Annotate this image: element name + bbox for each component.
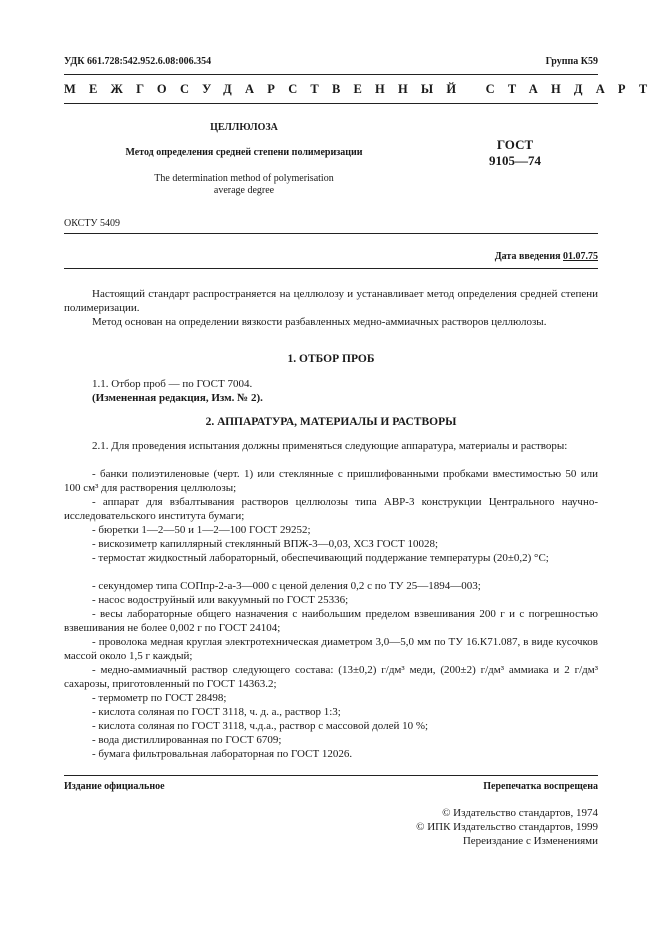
- group-code: Группа К59: [545, 56, 598, 67]
- list-item: - термостат жидкостный лабораторный, обеспечивающий поддержание температуры (20±0,2) °С;: [92, 552, 549, 564]
- english-title-line2: average degree: [213, 185, 275, 196]
- okstu-code: ОКСТУ 5409: [64, 218, 121, 229]
- standard-banner-text: МЕЖГОСУДАРСТВЕННЫЙ СТАНДАРТ: [64, 82, 661, 96]
- document-title: ЦЕЛЛЮЛОЗА: [210, 122, 278, 133]
- list-item: - вискозиметр капиллярный стеклянный ВПЖ-3—0,03, ХСЗ ГОСТ 10028;: [92, 538, 439, 550]
- list-item: - бумага фильтровальная лабораторная по ГОСТ 12026.: [92, 748, 353, 760]
- header-rule: [64, 74, 598, 75]
- reprint-prohibited-label: Перепечатка воспрещена: [483, 781, 598, 792]
- footer-rule: [64, 775, 598, 776]
- list-item: - термометр по ГОСТ 28498;: [92, 692, 227, 704]
- list-item: - кислота соляная по ГОСТ 3118, ч.д.а., раствор с массовой долей 10 %;: [92, 720, 429, 732]
- list-item: - секундомер типа СОПпр-2-а-3—000 с ценой деления 0,2 с по ТУ 25—1894—003;: [92, 580, 481, 592]
- gost-label: ГОСТ: [496, 137, 534, 152]
- item-1-1: 1.1. Отбор проб — по ГОСТ 7004.: [92, 378, 253, 390]
- list-item: - бюретки 1—2—50 и 1—2—100 ГОСТ 29252;: [92, 524, 311, 536]
- banner-rule: [64, 103, 598, 104]
- standard-banner: [64, 82, 661, 97]
- english-title-line1: The determination method of polymerisation: [154, 173, 334, 184]
- section-2-heading: 2. АППАРАТУРА, МАТЕРИАЛЫ И РАСТВОРЫ: [205, 416, 457, 428]
- title-rule: [64, 233, 598, 234]
- effective-date-label: Дата введения: [494, 251, 561, 262]
- intro-paragraph-2: Метод основан на определении вязкости разбавленных медно-аммиачных растворов целлюлозы.: [92, 316, 547, 328]
- effective-date-value: 01.07.75: [563, 251, 598, 262]
- reissue-note: Переиздание с Изменениями: [462, 835, 598, 847]
- list-item: - весы лабораторные общего назначения с наибольшим пределом взвешивания 200 г и с погрешностью взвешивания не более 0,002 г по ГОСТ 24104;: [64, 608, 598, 634]
- section-1-heading: 1. ОТБОР ПРОБ: [287, 353, 375, 365]
- date-rule: [64, 268, 598, 269]
- list-item: - кислота соляная по ГОСТ 3118, ч. д. а., раствор 1:3;: [92, 706, 341, 718]
- copyright-1974: © Издательство стандартов, 1974: [442, 807, 598, 819]
- effective-date: [300, 251, 598, 262]
- list-item: - аппарат для взбалтывания растворов целлюлозы типа АВР-3 конструкции Центрального научно-исследовательского института бумаги;: [64, 496, 598, 522]
- udk-code: УДК 661.728:542.952.6.08:006.354: [64, 56, 212, 67]
- item-2-1: 2.1. Для проведения испытания должны применяться следующие аппаратура, материалы и растворы:: [92, 440, 568, 452]
- list-item: - вода дистиллированная по ГОСТ 6709;: [92, 734, 282, 746]
- list-item: - насос водоструйный или вакуумный по ГОСТ 25336;: [92, 594, 349, 606]
- list-item: - медно-аммиачный раствор следующего состава: (13±0,2) г/дм³ меди, (200±2) г/дм³ аммиака и 2 г/дм³ сахарозы, приготовленный по ГОСТ 14363.2;: [64, 664, 598, 690]
- list-item: - банки полиэтиленовые (черт. 1) или стеклянные с пришлифованными пробками вместимостью 50 или 100 см³ для растворения целлюлозы;: [64, 468, 598, 494]
- gost-number: 9105—74: [489, 153, 541, 168]
- document-subtitle: Метод определения средней степени полимеризации: [125, 147, 363, 158]
- list-item: - проволока медная круглая электротехническая диаметром 3,0—5,0 мм по ТУ 16.К71.087, в виде кусочков массой около 1,5 г каждый;: [64, 636, 598, 662]
- intro-paragraph-1: Настоящий стандарт распространяется на целлюлозу и устанавливает метод определения средней степени полимеризации.: [64, 288, 598, 314]
- edition-note: (Измененная редакция, Изм. № 2).: [92, 392, 263, 404]
- official-edition-label: Издание официальное: [64, 781, 165, 792]
- copyright-1999: © ИПК Издательство стандартов, 1999: [416, 821, 598, 833]
